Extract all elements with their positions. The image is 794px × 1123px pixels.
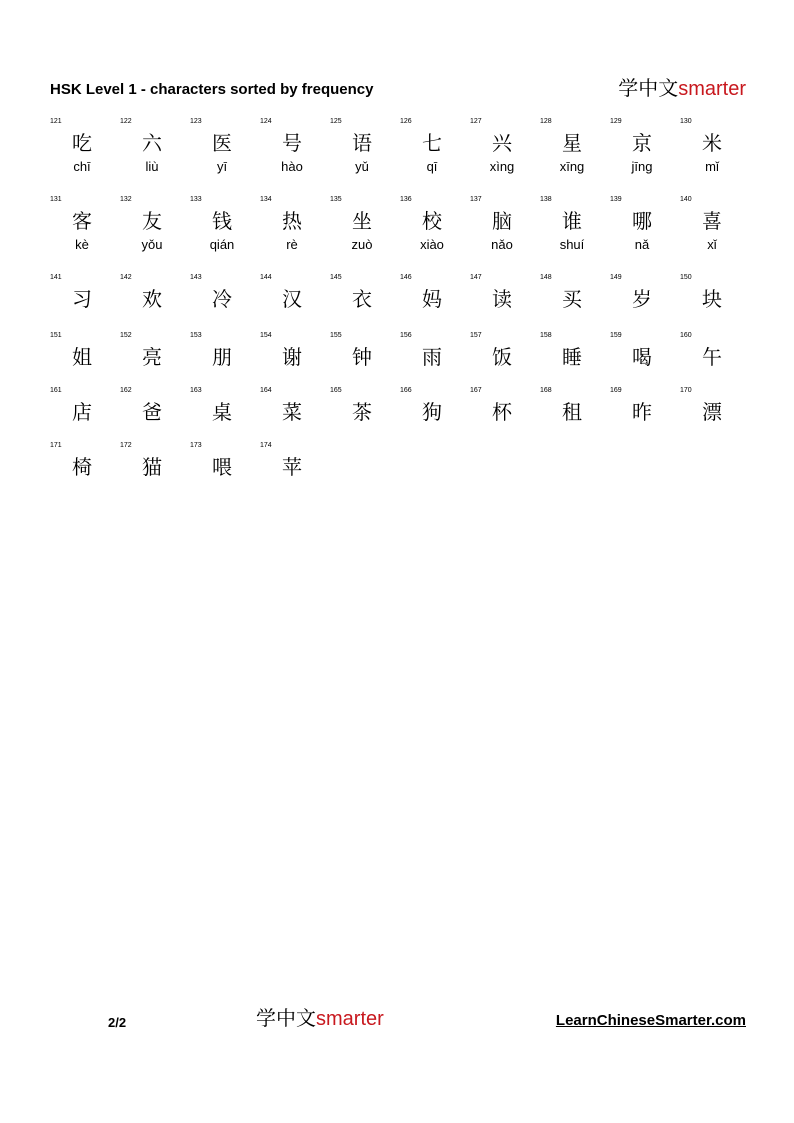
- frequency-number: 156: [400, 332, 412, 339]
- frequency-number: 147: [470, 274, 482, 281]
- character-cell: [50, 118, 120, 188]
- page-footer: [0, 1004, 794, 1034]
- character-cell: [190, 118, 260, 188]
- pinyin-label: yǒu: [141, 237, 163, 252]
- character-cell: [120, 196, 190, 266]
- frequency-number: 152: [120, 332, 132, 339]
- chinese-character: 菜: [282, 400, 302, 424]
- footer-brand-logo: [256, 1006, 384, 1031]
- chinese-character: 校: [422, 209, 442, 233]
- character-cell: [120, 442, 190, 512]
- brand-logo: [618, 76, 746, 101]
- frequency-number: 153: [190, 332, 202, 339]
- pinyin-label: yī: [216, 159, 228, 174]
- pinyin-label: hào: [281, 159, 303, 174]
- chinese-character: 冷: [212, 287, 232, 311]
- character-cell: [190, 442, 260, 512]
- pinyin-label: shuí: [559, 237, 585, 252]
- chinese-character: 兴: [492, 131, 512, 155]
- pinyin-label: xǐ: [707, 237, 717, 252]
- character-cell: [260, 196, 330, 266]
- frequency-number: 171: [50, 442, 62, 449]
- pinyin-label: mǐ: [705, 159, 719, 174]
- pinyin-label: qī: [426, 159, 438, 174]
- pinyin-label: jīng: [631, 159, 653, 174]
- logo-english-text: smarter: [678, 78, 746, 100]
- chinese-character: 雨: [422, 345, 442, 369]
- chinese-character: 岁: [632, 287, 652, 311]
- frequency-number: 142: [120, 274, 132, 281]
- chinese-character: 店: [72, 400, 92, 424]
- frequency-number: 122: [120, 118, 132, 125]
- frequency-number: 155: [330, 332, 342, 339]
- frequency-number: 123: [190, 118, 202, 125]
- chinese-character: 块: [702, 287, 722, 311]
- page-header: [50, 78, 746, 102]
- character-cell: [50, 196, 120, 266]
- chinese-character: 喜: [702, 209, 722, 233]
- footer-logo-english-text: smarter: [316, 1008, 384, 1030]
- page-number: 2/2: [108, 1015, 127, 1030]
- logo-chinese-text: 学中文: [618, 76, 679, 100]
- chinese-character: 客: [72, 209, 92, 233]
- chinese-character: 桌: [212, 400, 232, 424]
- frequency-number: 145: [330, 274, 342, 281]
- frequency-number: 136: [400, 196, 412, 203]
- chinese-character: 衣: [352, 287, 372, 311]
- character-cell: [470, 196, 540, 266]
- chinese-character: 买: [562, 287, 582, 311]
- frequency-number: 140: [680, 196, 692, 203]
- frequency-number: 149: [610, 274, 622, 281]
- chinese-character: 热: [282, 209, 302, 233]
- character-cell: [680, 387, 750, 457]
- frequency-number: 127: [470, 118, 482, 125]
- chinese-character: 号: [282, 131, 302, 155]
- character-cell: [400, 196, 470, 266]
- frequency-number: 134: [260, 196, 272, 203]
- frequency-number: 166: [400, 387, 412, 394]
- pinyin-label: zuò: [351, 237, 373, 252]
- frequency-number: 144: [260, 274, 272, 281]
- chinese-character: 茶: [352, 400, 372, 424]
- frequency-number: 169: [610, 387, 622, 394]
- frequency-number: 128: [540, 118, 552, 125]
- chinese-character: 饭: [492, 345, 512, 369]
- character-cell: [330, 196, 400, 266]
- frequency-number: 159: [610, 332, 622, 339]
- frequency-number: 158: [540, 332, 552, 339]
- chinese-character: 爸: [142, 400, 162, 424]
- character-cell: [400, 118, 470, 188]
- character-cell: [330, 387, 400, 457]
- frequency-number: 167: [470, 387, 482, 394]
- chinese-character: 钱: [212, 209, 232, 233]
- chinese-character: 坐: [352, 209, 372, 233]
- pinyin-label: yǔ: [355, 159, 369, 174]
- character-cell: [680, 196, 750, 266]
- character-cell: [190, 196, 260, 266]
- pinyin-label: nǎ: [634, 237, 650, 252]
- character-cell: [330, 118, 400, 188]
- chinese-character: 朋: [212, 345, 232, 369]
- frequency-number: 132: [120, 196, 132, 203]
- chinese-character: 姐: [72, 345, 92, 369]
- frequency-number: 130: [680, 118, 692, 125]
- chinese-character: 吃: [72, 131, 92, 155]
- character-cell: [260, 118, 330, 188]
- frequency-number: 172: [120, 442, 132, 449]
- frequency-number: 133: [190, 196, 202, 203]
- frequency-number: 164: [260, 387, 272, 394]
- pinyin-label: rè: [286, 237, 298, 252]
- chinese-character: 狗: [422, 400, 442, 424]
- chinese-character: 妈: [422, 287, 442, 311]
- pinyin-label: nǎo: [491, 237, 513, 252]
- chinese-character: 米: [702, 131, 722, 155]
- character-cell: [610, 387, 680, 457]
- frequency-number: 163: [190, 387, 202, 394]
- pinyin-label: qián: [209, 237, 235, 252]
- frequency-number: 168: [540, 387, 552, 394]
- frequency-number: 121: [50, 118, 62, 125]
- chinese-character: 钟: [352, 345, 372, 369]
- chinese-character: 读: [492, 287, 512, 311]
- frequency-number: 160: [680, 332, 692, 339]
- chinese-character: 哪: [632, 209, 652, 233]
- chinese-character: 椅: [72, 455, 92, 479]
- chinese-character: 京: [632, 131, 652, 155]
- chinese-character: 猫: [142, 455, 162, 479]
- character-cell: [540, 196, 610, 266]
- chinese-character: 苹: [282, 455, 302, 479]
- chinese-character: 欢: [142, 287, 162, 311]
- chinese-character: 亮: [142, 345, 162, 369]
- chinese-character: 杯: [492, 400, 512, 424]
- frequency-number: 150: [680, 274, 692, 281]
- character-cell: [50, 442, 120, 512]
- chinese-character: 午: [702, 345, 722, 369]
- chinese-character: 昨: [632, 400, 652, 424]
- website-link[interactable]: LearnChineseSmarter.com: [555, 1012, 746, 1029]
- frequency-number: 174: [260, 442, 272, 449]
- character-cell: [120, 118, 190, 188]
- chinese-character: 睡: [562, 345, 582, 369]
- frequency-number: 124: [260, 118, 272, 125]
- frequency-number: 148: [540, 274, 552, 281]
- chinese-character: 谢: [282, 345, 302, 369]
- frequency-number: 129: [610, 118, 622, 125]
- frequency-number: 161: [50, 387, 62, 394]
- character-cell: [610, 118, 680, 188]
- chinese-character: 星: [562, 131, 582, 155]
- character-cell: [400, 387, 470, 457]
- pinyin-label: xīng: [559, 159, 585, 174]
- character-cell: [260, 442, 330, 512]
- frequency-number: 138: [540, 196, 552, 203]
- chinese-character: 习: [72, 287, 92, 311]
- frequency-number: 143: [190, 274, 202, 281]
- frequency-number: 151: [50, 332, 62, 339]
- frequency-number: 146: [400, 274, 412, 281]
- pinyin-label: chī: [73, 159, 91, 174]
- chinese-character: 汉: [282, 287, 302, 311]
- frequency-number: 157: [470, 332, 482, 339]
- chinese-character: 脑: [492, 209, 512, 233]
- chinese-character: 七: [422, 131, 442, 155]
- frequency-number: 170: [680, 387, 692, 394]
- chinese-character: 谁: [562, 209, 582, 233]
- pinyin-label: kè: [75, 237, 89, 252]
- frequency-number: 154: [260, 332, 272, 339]
- frequency-number: 125: [330, 118, 342, 125]
- page-title: HSK Level 1 - characters sorted by frequency: [50, 81, 374, 98]
- frequency-number: 137: [470, 196, 482, 203]
- frequency-number: 141: [50, 274, 62, 281]
- chinese-character: 喝: [632, 345, 652, 369]
- character-cell: [680, 118, 750, 188]
- character-cell: [540, 118, 610, 188]
- character-cell: [470, 387, 540, 457]
- frequency-number: 162: [120, 387, 132, 394]
- chinese-character: 语: [352, 131, 372, 155]
- chinese-character: 医: [212, 131, 232, 155]
- chinese-character: 喂: [212, 455, 232, 479]
- chinese-character: 友: [142, 209, 162, 233]
- frequency-number: 135: [330, 196, 342, 203]
- chinese-character: 漂: [702, 400, 722, 424]
- frequency-number: 131: [50, 196, 62, 203]
- character-cell: [610, 196, 680, 266]
- pinyin-label: xiào: [420, 237, 444, 252]
- footer-logo-chinese-text: 学中文: [256, 1006, 316, 1030]
- pinyin-label: xìng: [489, 159, 515, 174]
- chinese-character: 租: [562, 400, 582, 424]
- character-cell: [470, 118, 540, 188]
- frequency-number: 165: [330, 387, 342, 394]
- frequency-number: 173: [190, 442, 202, 449]
- character-cell: [540, 387, 610, 457]
- chinese-character: 六: [142, 131, 162, 155]
- pinyin-label: liù: [145, 159, 159, 174]
- frequency-number: 139: [610, 196, 622, 203]
- frequency-number: 126: [400, 118, 412, 125]
